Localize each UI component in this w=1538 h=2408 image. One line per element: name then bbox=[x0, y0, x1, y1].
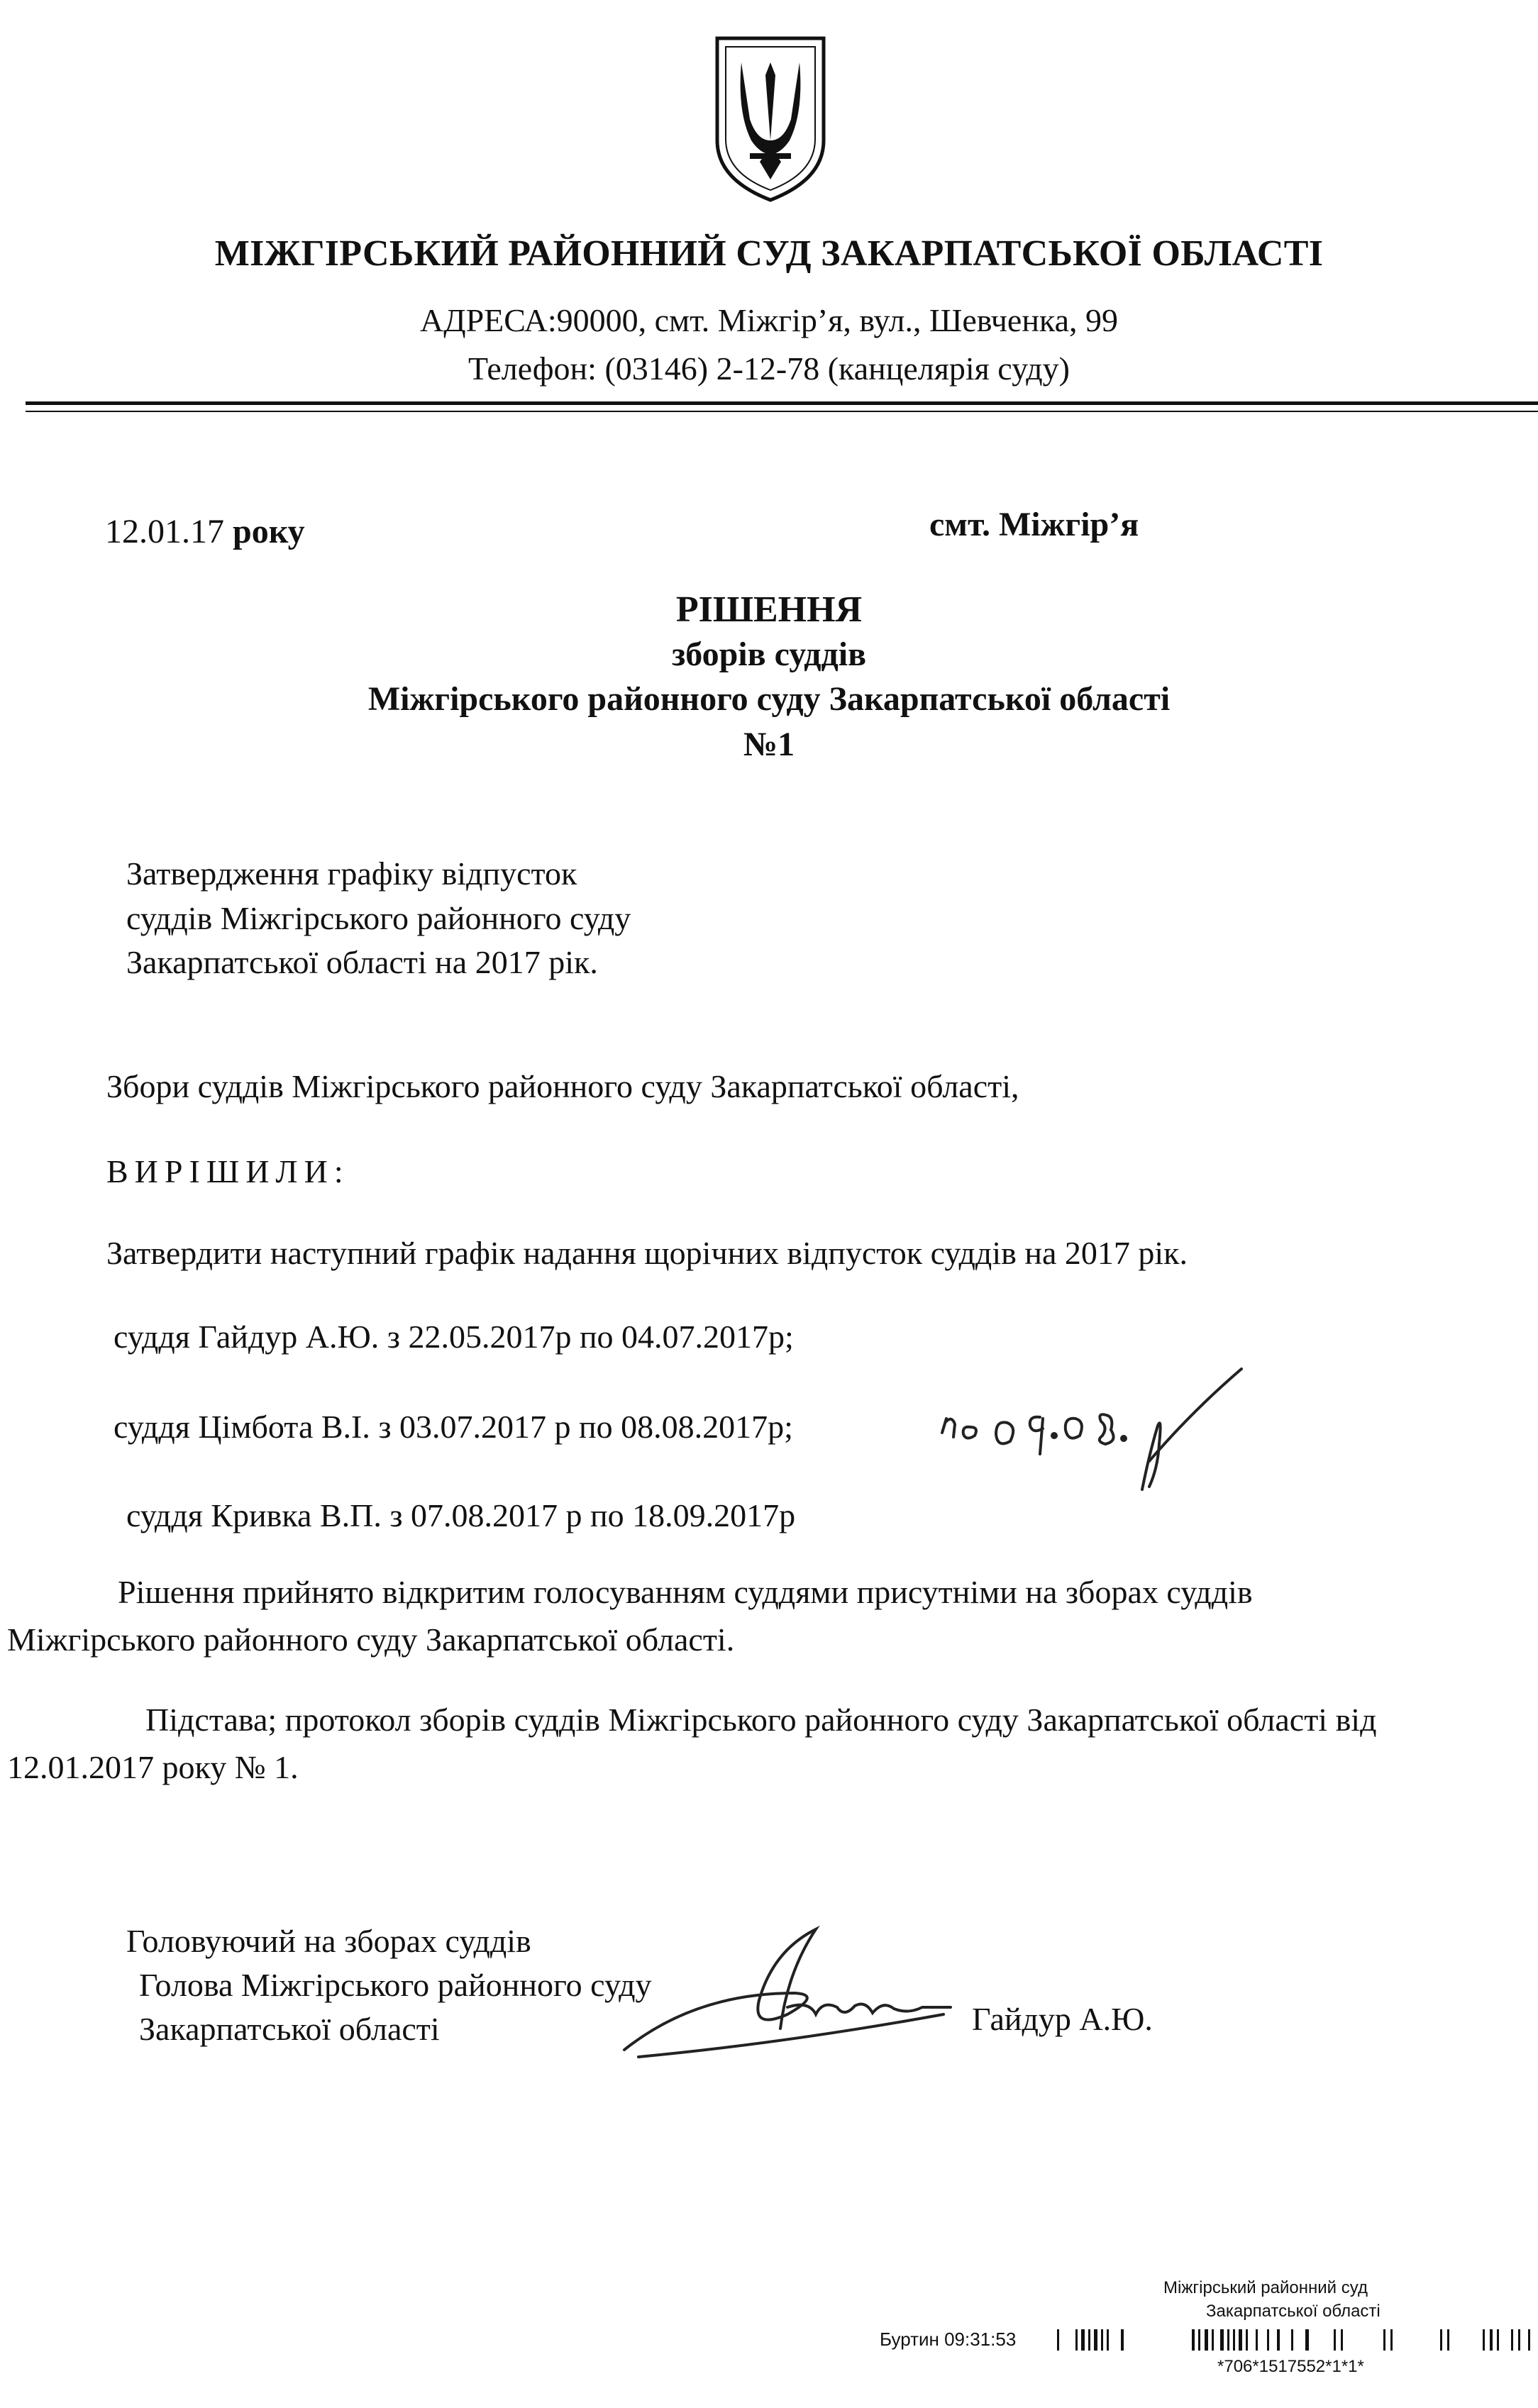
document-place: смт. Міжгір’я bbox=[929, 506, 1139, 543]
paragraph-line: Міжгірського районного суду Закарпатської області. bbox=[7, 1621, 735, 1658]
decision-title: РІШЕННЯ bbox=[675, 589, 863, 630]
barcode-icon bbox=[1057, 2326, 1538, 2355]
subject-line: суддів Міжгірського районного суду bbox=[126, 900, 631, 936]
decision-subtitle: зборів суддів bbox=[671, 636, 867, 673]
assembly-line: Збори суддів Міжгірського районного суду Закарпатської області, bbox=[106, 1068, 1019, 1104]
judge-vacation-item: суддя Цімбота В.І. з 03.07.2017 р по 08.08.2017р; bbox=[114, 1409, 793, 1445]
date-word: року bbox=[233, 513, 305, 550]
court-phone: Телефон: (03146) 2-12-78 (канцелярія суду) bbox=[468, 350, 1070, 387]
decision-court: Міжгірського районного суду Закарпатської області bbox=[367, 680, 1171, 718]
handwritten-note-icon bbox=[936, 1348, 1263, 1504]
judge-vacation-item: суддя Кривка В.П. з 07.08.2017 р по 18.09.2017р bbox=[126, 1497, 796, 1533]
decision-number: №1 bbox=[743, 726, 795, 763]
stamp-left-text: Буртин 09:31:53 bbox=[880, 2329, 1017, 2350]
header-divider bbox=[26, 401, 1538, 405]
stamp-court-line: Закарпатської області bbox=[1206, 2302, 1381, 2321]
stamp-court-line: Міжгірський районний суд bbox=[1163, 2278, 1368, 2297]
signatory-role: Головуючий на зборах суддів bbox=[126, 1923, 531, 1959]
paragraph-line: Підстава; протокол зборів суддів Міжгірського районного суду Закарпатської області від bbox=[145, 1702, 1377, 1738]
signatory-role: Голова Міжгірського районного суду bbox=[139, 1967, 652, 2003]
approve-line: Затвердити наступний графік надання щорічних відпусток суддів на 2017 рік. bbox=[106, 1235, 1188, 1271]
signatory-name: Гайдур А.Ю. bbox=[972, 2001, 1153, 2037]
court-title: МІЖГІРСЬКИЙ РАЙОННИЙ СУД ЗАКАРПАТСЬКОЇ ОБЛАСТІ bbox=[214, 233, 1324, 274]
subject-line: Затвердження графіку відпусток bbox=[126, 855, 577, 892]
paragraph-line: 12.01.2017 року № 1. bbox=[7, 1749, 299, 1785]
stamp-barcode-code: *706*1517552*1*1* bbox=[1217, 2357, 1364, 2376]
court-address: АДРЕСА:90000, смт. Міжгір’я, вул., Шевченка, 99 bbox=[419, 302, 1119, 338]
header-divider-thin bbox=[26, 411, 1538, 412]
resolved-heading: ВИРІШИЛИ: bbox=[106, 1153, 350, 1189]
subject-line: Закарпатської області на 2017 рік. bbox=[126, 944, 598, 980]
paragraph-line: Рішення прийнято відкритим голосуванням суддями присутніми на зборах суддів bbox=[118, 1574, 1253, 1610]
coat-of-arms-icon bbox=[713, 34, 828, 204]
date-value: 12.01.17 bbox=[105, 513, 224, 550]
signatory-role: Закарпатської області bbox=[139, 2011, 440, 2047]
document-date bbox=[105, 512, 305, 551]
signature-icon bbox=[610, 1908, 979, 2078]
judge-vacation-item: суддя Гайдур А.Ю. з 22.05.2017р по 04.07.2017р; bbox=[114, 1319, 794, 1355]
